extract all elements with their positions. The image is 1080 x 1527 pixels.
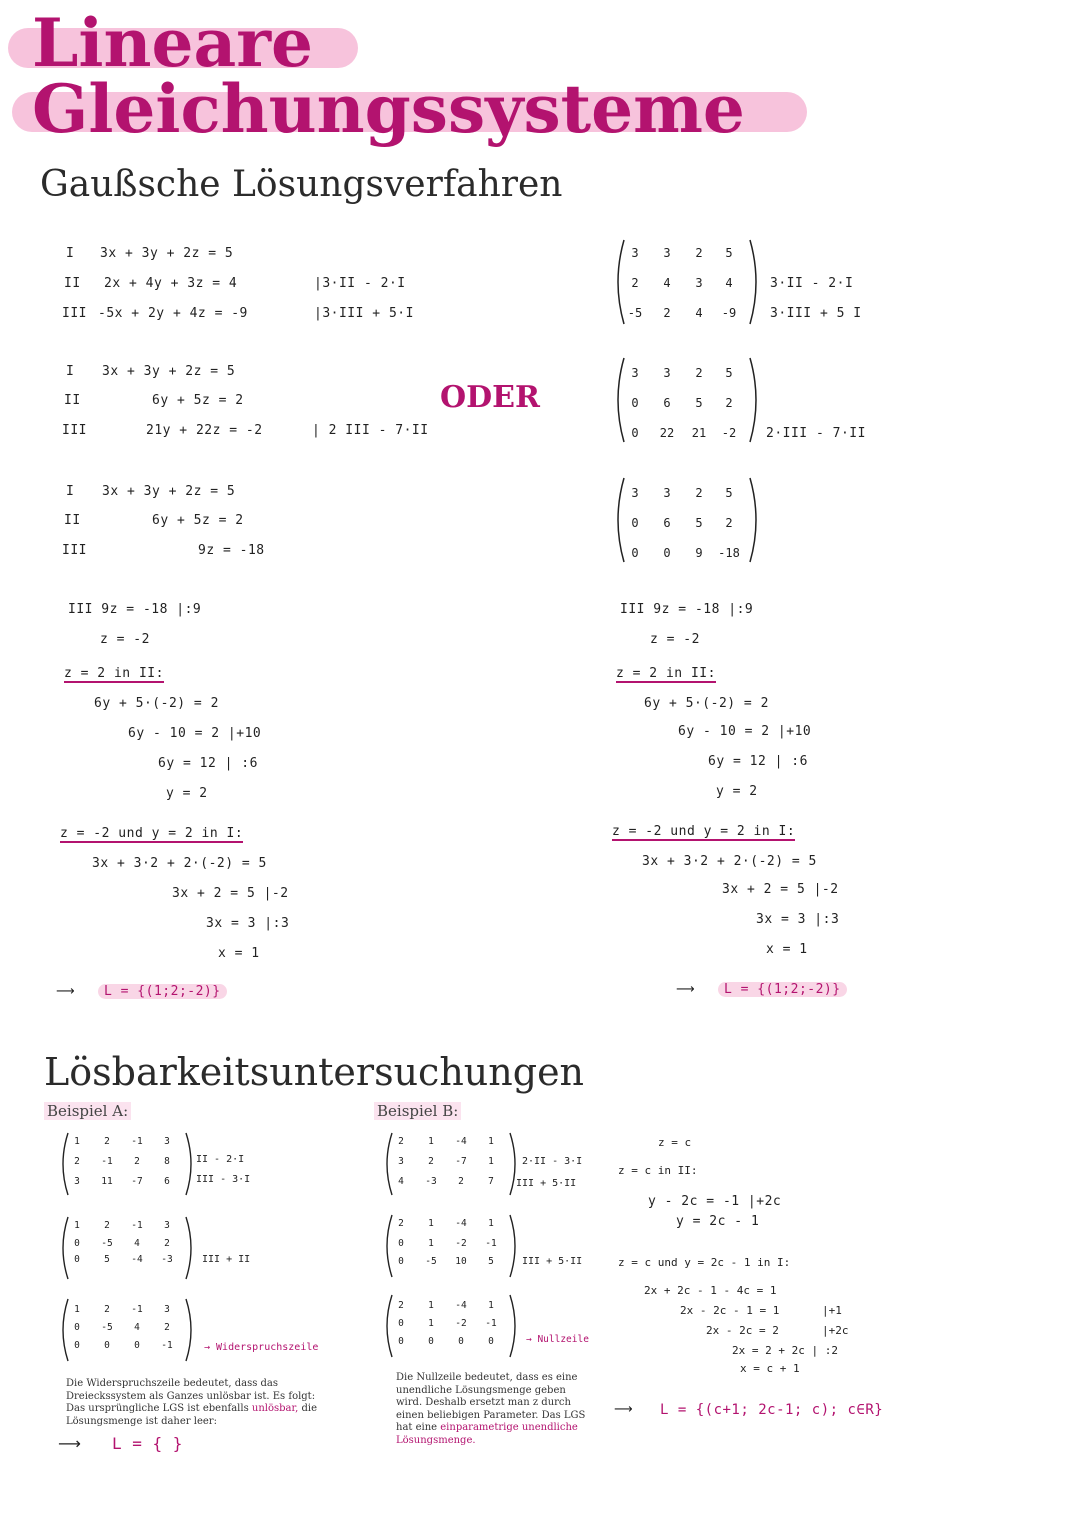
matrix-cell: -5	[627, 306, 643, 320]
matrix-cell: -1	[131, 1220, 143, 1231]
step: 2x - 2c = 2	[706, 1324, 779, 1337]
note-text: Die Widerspruchszeile bedeutet, dass das Dreieckssystem als Ganzes unlösbar ist. Es folgt: Das ursprüngliche LGS ist ebenfalls	[66, 1378, 316, 1414]
step: 3x + 2 = 5 |-2	[722, 882, 839, 897]
row-num: I	[66, 484, 75, 499]
step: 6y + 5·(-2) = 2	[94, 696, 219, 711]
step: III 9z = -18 |:9	[620, 602, 754, 617]
beispiel-a-label: Beispiel A:	[44, 1102, 131, 1120]
matrix-cell: -18	[718, 546, 740, 560]
note-highlight: unlösbar,	[251, 1403, 299, 1414]
matrix-cell: 6	[663, 516, 671, 530]
matrix-cell: 2	[695, 246, 703, 260]
matrix-cell: 4	[134, 1238, 140, 1249]
matrix-op: III - 3·I	[196, 1174, 251, 1185]
matrix-cell: -1	[485, 1318, 497, 1329]
matrix-cell: -9	[721, 306, 737, 320]
step-op: |+1	[822, 1304, 842, 1317]
matrix-a3	[58, 1296, 196, 1364]
matrix-cell: 2	[458, 1176, 464, 1187]
matrix-op: III + II	[202, 1254, 251, 1265]
matrix-op: 3·III + 5 I	[770, 306, 862, 321]
matrix-cell: 2	[398, 1300, 404, 1311]
row-eq: 2x + 4y + 3z = 4	[104, 276, 238, 291]
matrix-cell: -5	[101, 1238, 113, 1249]
arrow-icon: ⟶	[676, 982, 696, 997]
matrix-cell: 4	[695, 306, 703, 320]
matrix-cell: 2	[134, 1156, 140, 1167]
matrix-cell: 0	[74, 1340, 80, 1351]
matrix-op: II - 2·I	[196, 1154, 245, 1165]
matrix-cell: 6	[164, 1176, 170, 1187]
matrix-cell: -4	[455, 1218, 467, 1229]
row-num: II	[64, 513, 81, 528]
matrix-cell: -1	[101, 1156, 113, 1167]
matrix-cell: 0	[428, 1336, 434, 1347]
matrix-cell: -3	[161, 1254, 173, 1265]
matrix-cell: 4	[398, 1176, 404, 1187]
matrix-cell: 2	[164, 1322, 170, 1333]
step: 2x - 2c - 1 = 1	[680, 1304, 780, 1317]
matrix-cell: 11	[101, 1176, 113, 1187]
row-eq: 3x + 3y + 2z = 5	[100, 246, 234, 261]
matrix-cell: 0	[631, 546, 639, 560]
oder-label: ODER	[440, 380, 540, 415]
matrix-cell: 1	[74, 1136, 80, 1147]
matrix-cell: -5	[425, 1256, 437, 1267]
matrix-cell: 0	[104, 1340, 110, 1351]
row-eq: 3x + 3y + 2z = 5	[102, 484, 236, 499]
matrix-cell: -3	[425, 1176, 437, 1187]
title-line-1: Lineare	[32, 4, 313, 82]
matrix-cell: 2	[104, 1220, 110, 1231]
row-eq: 6y + 5z = 2	[152, 393, 244, 408]
row-op: |3·III + 5·I	[314, 306, 414, 321]
matrix-cell: -7	[455, 1156, 467, 1167]
matrix-cell: 0	[74, 1238, 80, 1249]
title-line-2: Gleichungssysteme	[32, 70, 745, 148]
matrix-cell: 1	[428, 1318, 434, 1329]
matrix-cell: 0	[398, 1336, 404, 1347]
matrix-cell: 1	[74, 1220, 80, 1231]
matrix-cell: 0	[488, 1336, 494, 1347]
matrix-r1	[612, 236, 762, 328]
matrix-cell: -1	[485, 1238, 497, 1249]
matrix-cell: 2	[398, 1136, 404, 1147]
step: y - 2c = -1 |+2c	[648, 1194, 782, 1209]
matrix-cell: 5	[725, 366, 733, 380]
matrix-op: 2·II - 3·I	[522, 1156, 583, 1167]
step: 3x + 3·2 + 2·(-2) = 5	[92, 856, 267, 871]
matrix-r2	[612, 354, 762, 446]
matrix-cell: 5	[695, 396, 703, 410]
matrix-cell: 0	[631, 516, 639, 530]
step: III 9z = -18 |:9	[68, 602, 202, 617]
step: z = c in II:	[618, 1164, 698, 1177]
matrix-cell: 21	[691, 426, 707, 440]
matrix-cell: -5	[101, 1322, 113, 1333]
matrix-cell: 3	[74, 1176, 80, 1187]
row-num: II	[64, 276, 81, 291]
row-op: | 2 III - 7·II	[312, 423, 429, 438]
nullzeile-tag: → Nullzeile	[526, 1334, 589, 1345]
step-heading: z = 2 in II:	[616, 666, 716, 681]
matrix-cell: -1	[131, 1304, 143, 1315]
matrix-op: 2·III - 7·II	[766, 426, 866, 441]
matrix-cell: 5	[725, 486, 733, 500]
row-eq: 21y + 22z = -2	[146, 423, 263, 438]
note-text: die Lösungsmenge ist daher leer:	[66, 1403, 318, 1427]
matrix-cell: 2	[164, 1238, 170, 1249]
step: y = 2	[166, 786, 208, 801]
matrix-cell: 1	[428, 1218, 434, 1229]
arrow-icon: ⟶	[614, 1402, 634, 1417]
matrix-cell: -1	[161, 1340, 173, 1351]
matrix-cell: 3	[398, 1156, 404, 1167]
matrix-cell: 2	[695, 366, 703, 380]
matrix-cell: 0	[134, 1340, 140, 1351]
matrix-cell: 2	[725, 516, 733, 530]
step: z = c und y = 2c - 1 in I:	[618, 1256, 791, 1269]
step: z = -2	[650, 632, 700, 647]
arrow-icon: ⟶	[56, 984, 76, 999]
matrix-cell: 5	[104, 1254, 110, 1265]
matrix-cell: 2	[428, 1156, 434, 1167]
step-heading: z = -2 und y = 2 in I:	[60, 826, 244, 841]
matrix-cell: 2	[663, 306, 671, 320]
matrix-cell: 4	[725, 276, 733, 290]
step: 6y - 10 = 2 |+10	[128, 726, 262, 741]
note-highlight: einparametrige unendliche Lösungsmenge.	[396, 1422, 578, 1446]
step: 6y = 12 | :6	[708, 754, 808, 769]
row-num: III	[62, 306, 87, 321]
matrix-cell: 7	[488, 1176, 494, 1187]
row-num: II	[64, 393, 81, 408]
step: x = 1	[766, 942, 808, 957]
matrix-op: III + 5·II	[522, 1256, 583, 1267]
matrix-cell: -2	[455, 1238, 467, 1249]
beispiel-b-label: Beispiel B:	[374, 1102, 461, 1120]
matrix-cell: 0	[398, 1318, 404, 1329]
matrix-cell: 10	[455, 1256, 467, 1267]
matrix-cell: 0	[631, 426, 639, 440]
matrix-cell: 2	[631, 276, 639, 290]
matrix-cell: 3	[663, 246, 671, 260]
matrix-cell: 2	[74, 1156, 80, 1167]
row-eq: 3x + 3y + 2z = 5	[102, 364, 236, 379]
matrix-cell: 3	[631, 486, 639, 500]
matrix-cell: -2	[455, 1318, 467, 1329]
matrix-cell: 3	[663, 486, 671, 500]
matrix-cell: -4	[455, 1136, 467, 1147]
matrix-cell: 8	[164, 1156, 170, 1167]
matrix-cell: 9	[695, 546, 703, 560]
matrix-cell: 1	[488, 1156, 494, 1167]
step: y = 2c - 1	[676, 1214, 760, 1229]
note-a	[66, 1378, 326, 1428]
matrix-cell: 5	[695, 516, 703, 530]
step: x = 1	[218, 946, 260, 961]
matrix-cell: 3	[631, 366, 639, 380]
matrix-a1	[58, 1130, 196, 1198]
matrix-cell: 22	[659, 426, 675, 440]
matrix-cell: 0	[663, 546, 671, 560]
matrix-cell: 2	[104, 1304, 110, 1315]
step: 3x + 3·2 + 2·(-2) = 5	[642, 854, 817, 869]
matrix-cell: 5	[725, 246, 733, 260]
matrix-cell: 0	[398, 1256, 404, 1267]
matrix-cell: 0	[74, 1254, 80, 1265]
matrix-cell: 3	[164, 1220, 170, 1231]
row-num: III	[62, 543, 87, 558]
step: z = c	[658, 1136, 692, 1149]
matrix-cell: 0	[398, 1238, 404, 1249]
matrix-cell: 1	[74, 1304, 80, 1315]
matrix-cell: -2	[721, 426, 737, 440]
matrix-cell: 4	[663, 276, 671, 290]
solution-set: L = {(1;2;-2)}	[98, 984, 227, 999]
matrix-cell: 3	[164, 1136, 170, 1147]
matrix-cell: 1	[428, 1136, 434, 1147]
matrix-cell: 2	[104, 1136, 110, 1147]
row-num: I	[66, 364, 75, 379]
step: 3x = 3 |:3	[206, 916, 290, 931]
matrix-cell: 4	[134, 1322, 140, 1333]
solution-set-empty: L = { }	[112, 1434, 183, 1453]
row-num: III	[62, 423, 87, 438]
step: 3x = 3 |:3	[756, 912, 840, 927]
matrix-cell: 2	[398, 1218, 404, 1229]
matrix-cell: 0	[74, 1322, 80, 1333]
step-heading: z = -2 und y = 2 in I:	[612, 824, 796, 839]
matrix-cell: 1	[488, 1136, 494, 1147]
matrix-cell: 1	[488, 1218, 494, 1229]
matrix-cell: 2	[725, 396, 733, 410]
matrix-cell: 3	[164, 1304, 170, 1315]
matrix-cell: 6	[663, 396, 671, 410]
section1-heading: Gaußsche Lösungsverfahren	[40, 164, 563, 205]
step: x = c + 1	[740, 1362, 800, 1375]
widerspruchszeile-tag: → Widerspruchszeile	[204, 1342, 319, 1353]
matrix-op: III + 5·II	[516, 1178, 577, 1189]
step: 6y = 12 | :6	[158, 756, 258, 771]
arrow-icon: ⟶	[58, 1434, 82, 1453]
step: 3x + 2 = 5 |-2	[172, 886, 289, 901]
matrix-cell: -4	[131, 1254, 143, 1265]
matrix-cell: -4	[455, 1300, 467, 1311]
step: 6y + 5·(-2) = 2	[644, 696, 769, 711]
matrix-b3	[382, 1292, 520, 1360]
solution-set: L = {(1;2;-2)}	[718, 982, 847, 997]
solution-set-parametric: L = {(c+1; 2c-1; c); c∈R}	[660, 1402, 884, 1418]
matrix-cell: 0	[458, 1336, 464, 1347]
matrix-cell: 3	[663, 366, 671, 380]
matrix-cell: 3	[695, 276, 703, 290]
note-text: Die Nullzeile bedeutet, dass es eine unendliche Lösungsmenge geben wird. Deshalb ersetzt man z durch einen beliebigen Parameter. Das LGS hat eine	[396, 1372, 586, 1433]
matrix-b2	[382, 1212, 520, 1280]
row-eq: 6y + 5z = 2	[152, 513, 244, 528]
matrix-cell: 5	[488, 1256, 494, 1267]
matrix-cell: -7	[131, 1176, 143, 1187]
row-num: I	[66, 246, 75, 261]
step: 6y - 10 = 2 |+10	[678, 724, 812, 739]
matrix-cell: 1	[488, 1300, 494, 1311]
step: 2x + 2c - 1 - 4c = 1	[644, 1284, 777, 1297]
matrix-op: 3·II - 2·I	[770, 276, 854, 291]
row-eq: 9z = -18	[198, 543, 265, 558]
matrix-r3	[612, 474, 762, 566]
matrix-cell: 1	[428, 1238, 434, 1249]
matrix-b1	[382, 1130, 520, 1198]
matrix-cell: 1	[428, 1300, 434, 1311]
matrix-cell: 2	[695, 486, 703, 500]
note-b	[396, 1372, 586, 1447]
step: y = 2	[716, 784, 758, 799]
matrix-cell: 0	[631, 396, 639, 410]
step: 2x = 2 + 2c | :2	[732, 1344, 838, 1357]
step-heading: z = 2 in II:	[64, 666, 164, 681]
matrix-a2	[58, 1214, 196, 1282]
section2-heading: Lösbarkeitsuntersuchungen	[44, 1050, 585, 1094]
step-op: |+2c	[822, 1324, 849, 1337]
matrix-cell: -1	[131, 1136, 143, 1147]
matrix-cell: 3	[631, 246, 639, 260]
step: z = -2	[100, 632, 150, 647]
row-eq: -5x + 2y + 4z = -9	[98, 306, 248, 321]
row-op: |3·II - 2·I	[314, 276, 406, 291]
